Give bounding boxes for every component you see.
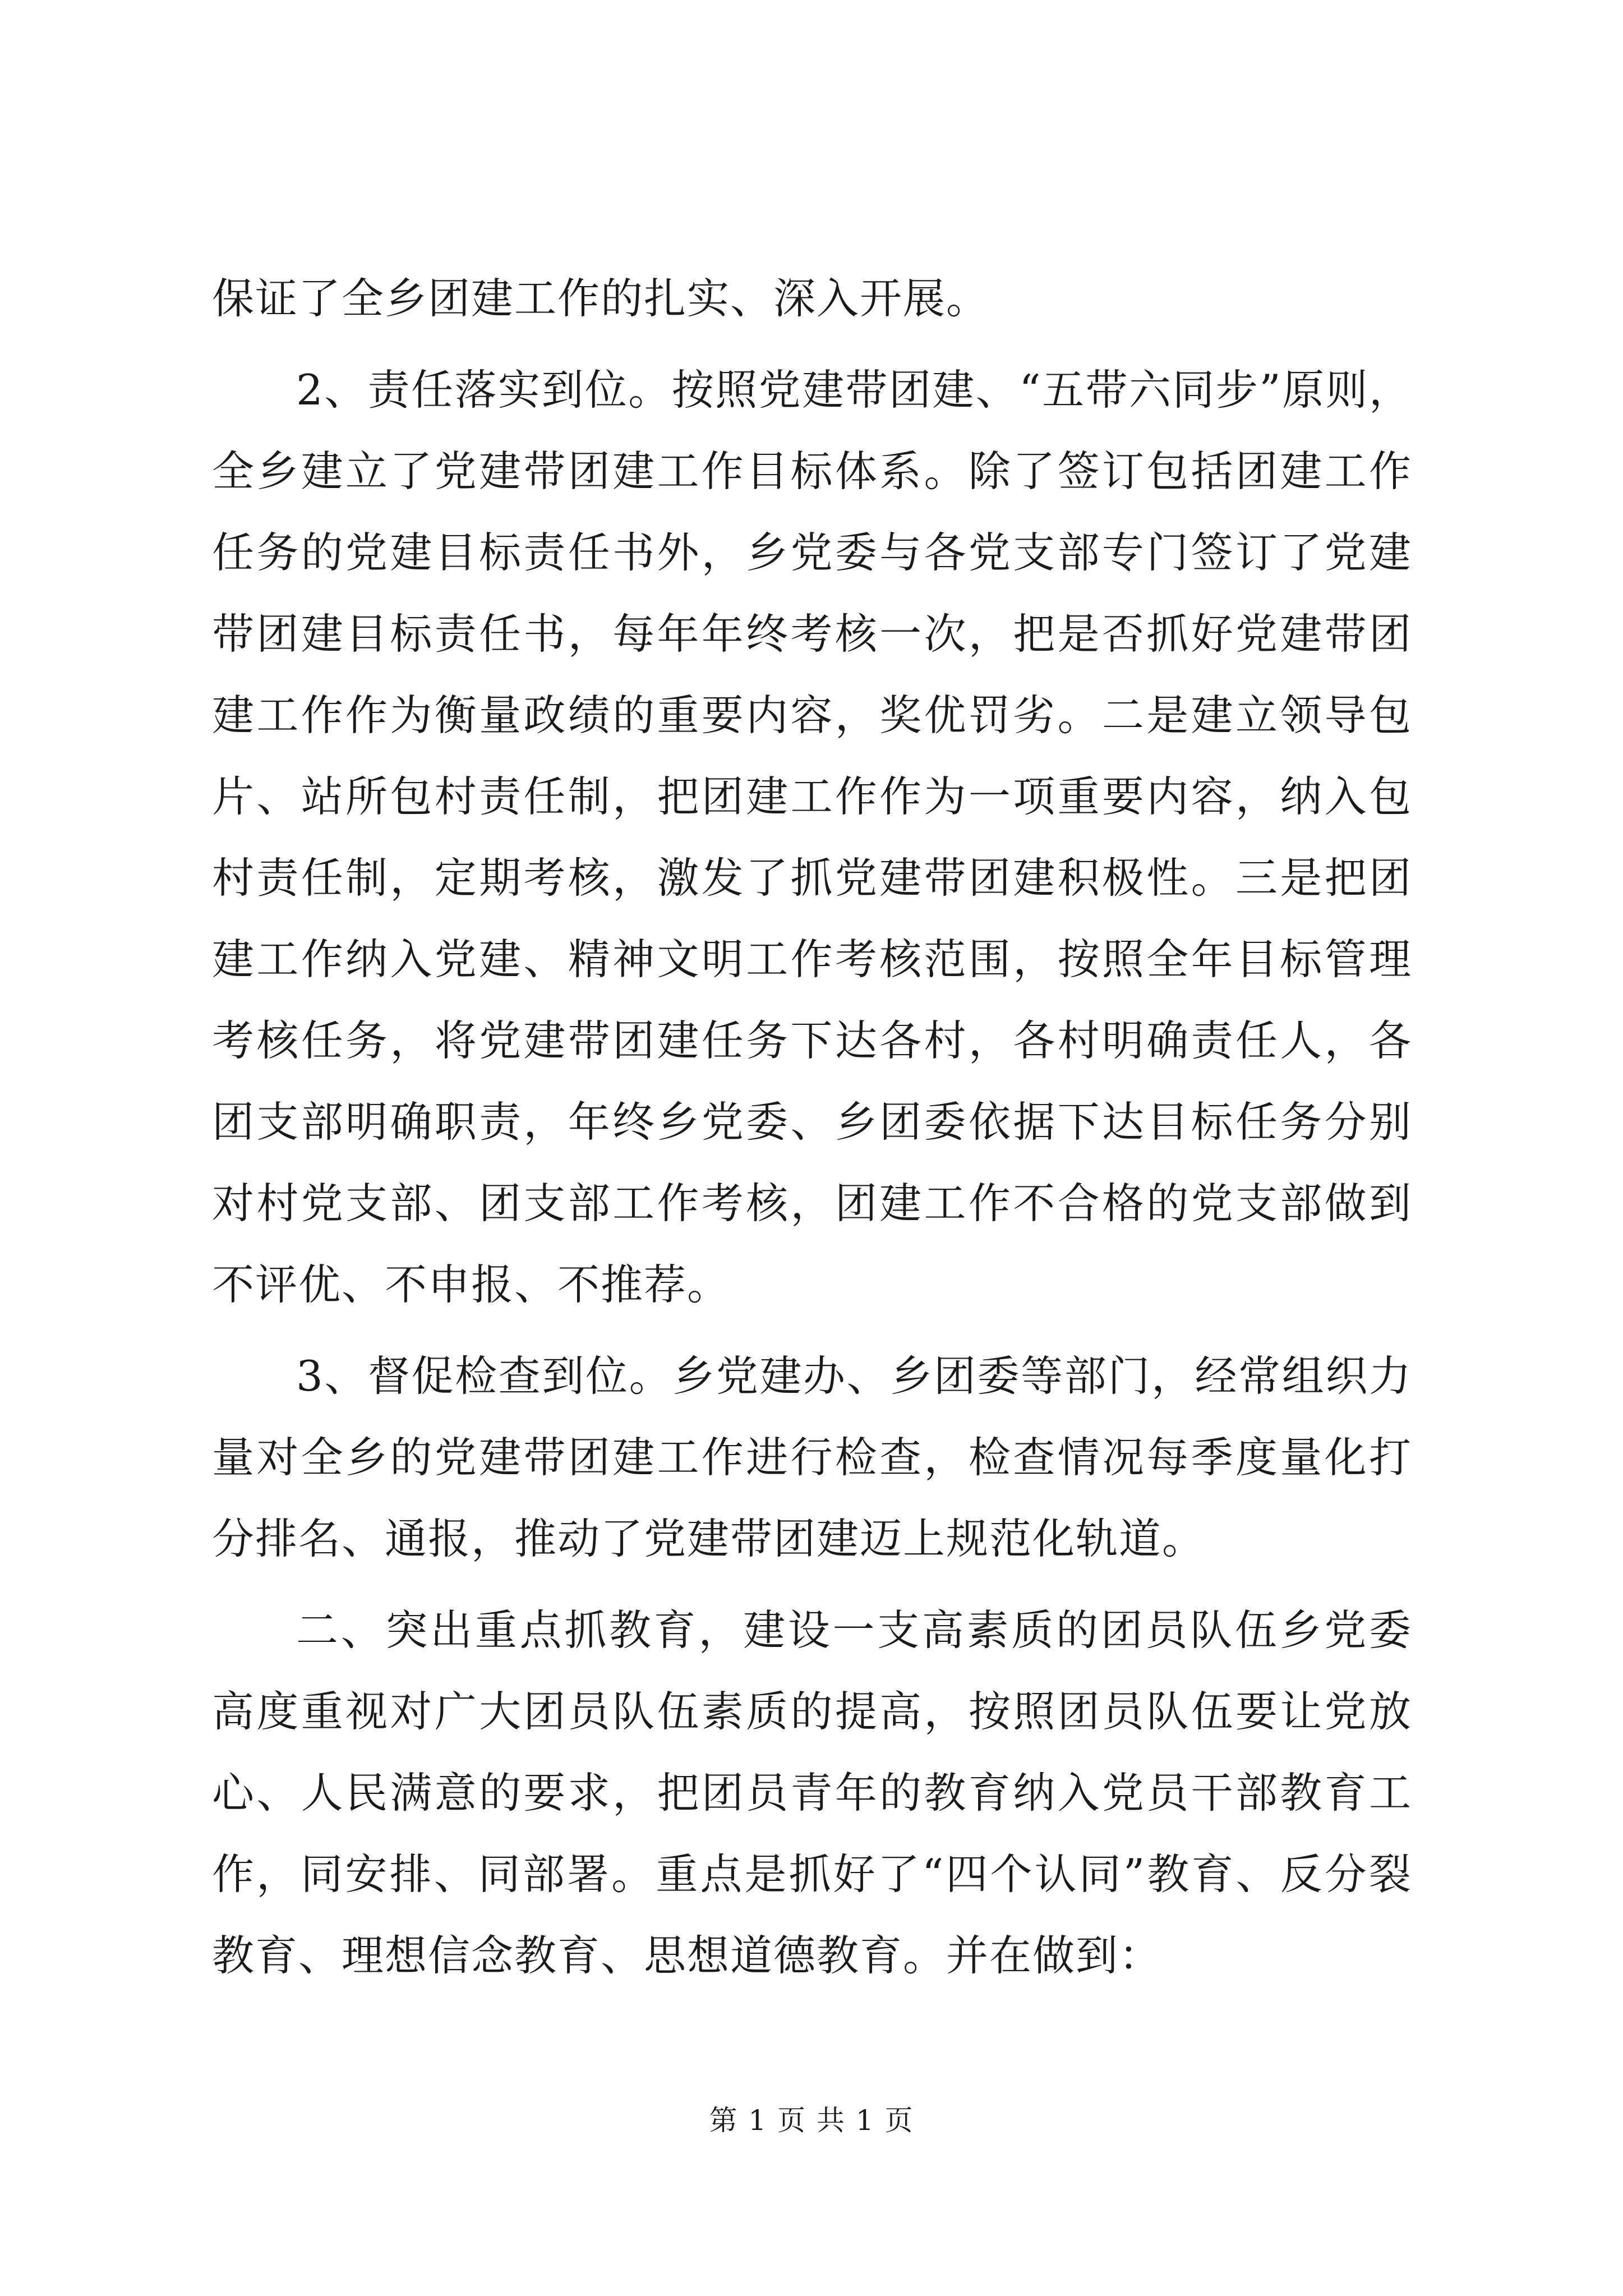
paragraph-2: 2、责任落实到位。按照党建带团建、“五带六同步”原则，全乡建立了党建带团建工作目标体系。除了签订包括团建工作任务的党建目标责任书外，乡党委与各党支部专门签订了党建带团建目标责任书，每年年终考核一次，把是否抓好党建带团建工作作为衡量政绩的重要内容，奖优罚劣。二是建立领导包片、站所包村责任制，把团建工作作为一项重要内容，纳入包村责任制，定期考核，激发了抓党建带团建积极性。三是把团建工作纳入党建、精神文明工作考核范围，按照全年目标管理考核任务，将党建带团建任务下达各村，各村明确责任人，各团支部明确职责，年终乡党委、乡团委依据下达目标任务分别对村党支部、团支部工作考核，团建工作不合格的党支部做到不评优、不申报、不推荐。	[212, 365, 1412, 1309]
paragraph-1: 保证了全乡团建工作的扎实、深入开展。	[212, 274, 990, 323]
page-number-label: 第 1 页 共 1 页	[709, 2104, 914, 2137]
page-footer	[0, 2098, 1623, 2138]
paragraph-3: 3、督促检查到位。乡党建办、乡团委等部门，经常组织力量对全乡的党建带团建工作进行检查，检查情况每季度量化打分排名、通报，推动了党建带团建迈上规范化轨道。	[212, 1351, 1412, 1563]
paragraph-4: 二、突出重点抓教育，建设一支高素质的团员队伍乡党委高度重视对广大团员队伍素质的提高，按照团员队伍要让党放心、人民满意的要求，把团员青年的教育纳入党员干部教育工作，同安排、同部署。重点是抓好了“四个认同”教育、反分裂教育、理想信念教育、思想道德教育。并在做到：	[212, 1605, 1412, 1980]
document-body	[212, 258, 1412, 2007]
